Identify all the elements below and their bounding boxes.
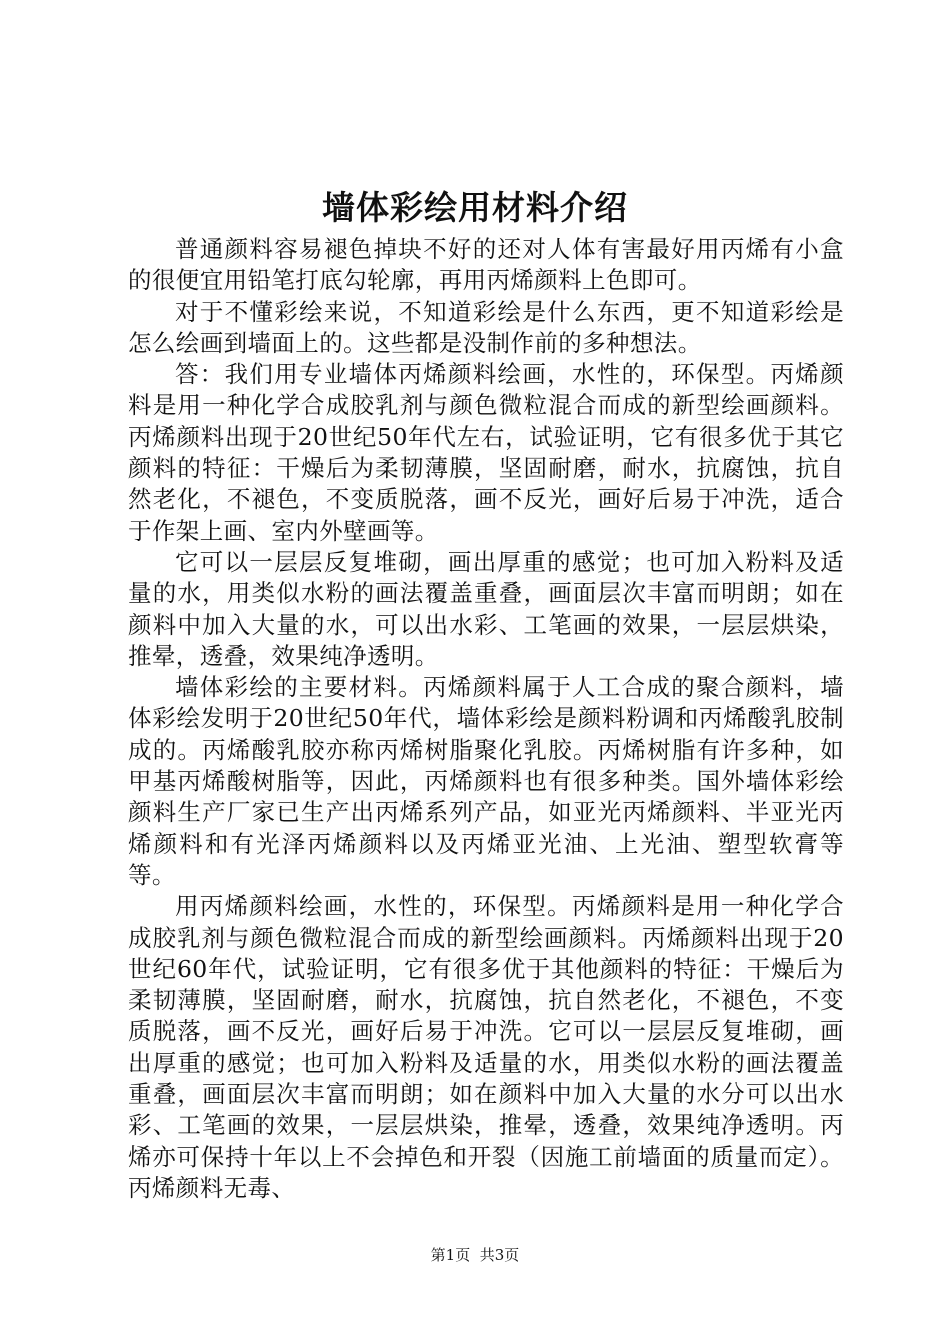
document-title: 墙体彩绘用材料介绍: [322, 188, 628, 227]
document-body: [128, 234, 844, 1204]
paragraph: 用丙烯颜料绘画，水性的，环保型。丙烯颜料是用一种化学合成胶乳剂与颜色微粒混合而成的新型绘画颜料。丙烯颜料出现于20世纪60年代，试验证明，它有很多优于其他颜料的特征：干燥后为柔韧薄膜，坚固耐磨，耐水，抗腐蚀，抗自然老化，不褪色，不变质脱落，画不反光，画好后易于冲洗。它可以一层层反复堆砌，画出厚重的感觉；也可加入粉料及适量的水，用类似水粉的画法覆盖重叠，画面层次丰富而明朗；如在颜料中加入大量的水分可以出水彩、工笔画的效果，一层层烘染，推晕，透叠，效果纯净透明。丙烯亦可保持十年以上不会掉色和开裂（因施工前墙面的质量而定）。丙烯颜料无毒、: [128, 892, 844, 1202]
paragraph: 对于不懂彩绘来说，不知道彩绘是什么东西，更不知道彩绘是怎么绘画到墙面上的。这些都是没制作前的多种想法。: [128, 297, 844, 357]
page-number-total: 共3页: [479, 1246, 520, 1264]
footer-spacer: [470, 1246, 480, 1264]
paragraph: 它可以一层层反复堆砌，画出厚重的感觉；也可加入粉料及适量的水，用类似水粉的画法覆盖重叠，画面层次丰富而明朗；如在颜料中加入大量的水，可以出水彩、工笔画的效果，一层层烘染，推晕，透叠，效果纯净透明。: [128, 547, 844, 670]
paragraph: 答：我们用专业墙体丙烯颜料绘画，水性的，环保型。丙烯颜料是用一种化学合成胶乳剂与颜色微粒混合而成的新型绘画颜料。丙烯颜料出现于20世纪50年代左右，试验证明，它有很多优于其它颜料的特征：干燥后为柔韧薄膜，坚固耐磨，耐水，抗腐蚀，抗自然老化，不褪色，不变质脱落，画不反光，画好后易于冲洗，适合于作架上画、室内外壁画等。: [128, 360, 844, 545]
page-footer: [0, 1245, 950, 1265]
paragraph: 墙体彩绘的主要材料。丙烯颜料属于人工合成的聚合颜料，墙体彩绘发明于20世纪50年代，墙体彩绘是颜料粉调和丙烯酸乳胶制成的。丙烯酸乳胶亦称丙烯树脂聚化乳胶。丙烯树脂有许多种，如甲基丙烯酸树脂等，因此，丙烯颜料也有很多种类。国外墙体彩绘颜料生产厂家已生产出丙烯系列产品，如亚光丙烯颜料、半亚光丙烯颜料和有光泽丙烯颜料以及丙烯亚光油、上光油、塑型软膏等等。: [128, 673, 844, 889]
page-number-current: 第1页: [430, 1246, 471, 1264]
paragraph: 普通颜料容易褪色掉块不好的还对人体有害最好用丙烯有小盒的很便宜用铅笔打底勾轮廓，再用丙烯颜料上色即可。: [128, 235, 844, 295]
